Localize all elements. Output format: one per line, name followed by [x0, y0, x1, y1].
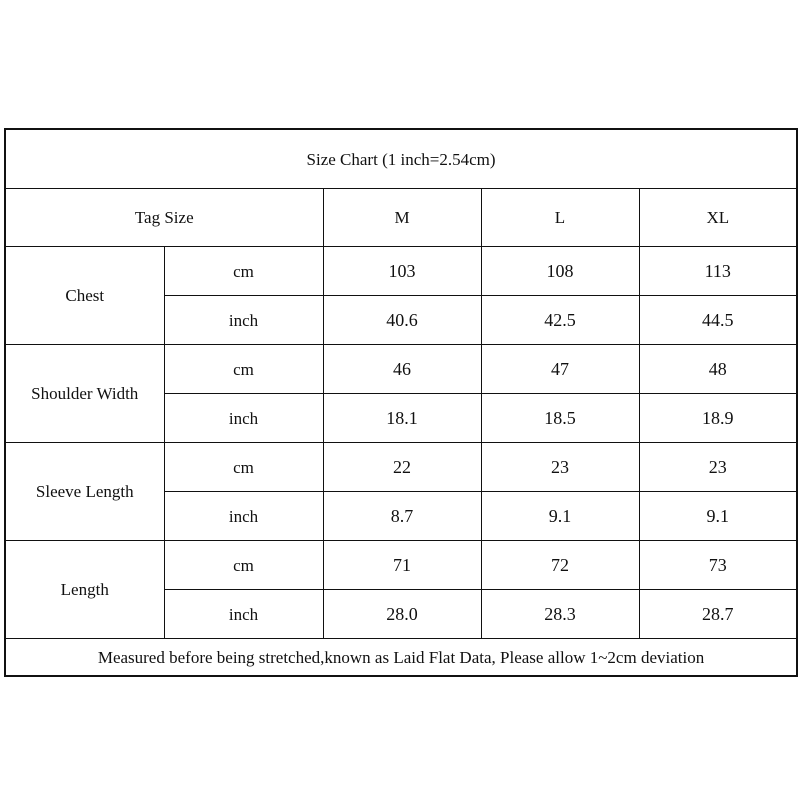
size-header-xl: XL — [639, 189, 797, 247]
tag-size-header: Tag Size — [5, 189, 323, 247]
value-cell: 108 — [481, 247, 639, 296]
unit-label: cm — [164, 443, 323, 492]
value-cell: 40.6 — [323, 296, 481, 345]
value-cell: 46 — [323, 345, 481, 394]
unit-label: inch — [164, 492, 323, 541]
measure-label-chest: Chest — [5, 247, 164, 345]
unit-label: cm — [164, 345, 323, 394]
value-cell: 23 — [481, 443, 639, 492]
footer-note: Measured before being stretched,known as Laid Flat Data, Please allow 1~2cm deviation — [5, 639, 797, 677]
size-chart-table — [4, 128, 798, 677]
value-cell: 18.5 — [481, 394, 639, 443]
size-header-l: L — [481, 189, 639, 247]
value-cell: 44.5 — [639, 296, 797, 345]
value-cell: 28.3 — [481, 590, 639, 639]
unit-label: cm — [164, 247, 323, 296]
value-cell: 23 — [639, 443, 797, 492]
value-cell: 28.7 — [639, 590, 797, 639]
value-cell: 42.5 — [481, 296, 639, 345]
unit-label: inch — [164, 296, 323, 345]
value-cell: 71 — [323, 541, 481, 590]
value-cell: 103 — [323, 247, 481, 296]
value-cell: 113 — [639, 247, 797, 296]
value-cell: 9.1 — [481, 492, 639, 541]
value-cell: 73 — [639, 541, 797, 590]
table-row — [5, 443, 797, 492]
table-row — [5, 541, 797, 590]
value-cell: 18.1 — [323, 394, 481, 443]
value-cell: 28.0 — [323, 590, 481, 639]
table-row — [5, 345, 797, 394]
unit-label: inch — [164, 590, 323, 639]
value-cell: 8.7 — [323, 492, 481, 541]
measure-label-length: Length — [5, 541, 164, 639]
value-cell: 72 — [481, 541, 639, 590]
size-header-m: M — [323, 189, 481, 247]
value-cell: 9.1 — [639, 492, 797, 541]
unit-label: inch — [164, 394, 323, 443]
measure-label-sleeve-length: Sleeve Length — [5, 443, 164, 541]
unit-label: cm — [164, 541, 323, 590]
chart-title: Size Chart (1 inch=2.54cm) — [5, 129, 797, 189]
value-cell: 47 — [481, 345, 639, 394]
value-cell: 48 — [639, 345, 797, 394]
value-cell: 22 — [323, 443, 481, 492]
table-row — [5, 247, 797, 296]
value-cell: 18.9 — [639, 394, 797, 443]
measure-label-shoulder-width: Shoulder Width — [5, 345, 164, 443]
